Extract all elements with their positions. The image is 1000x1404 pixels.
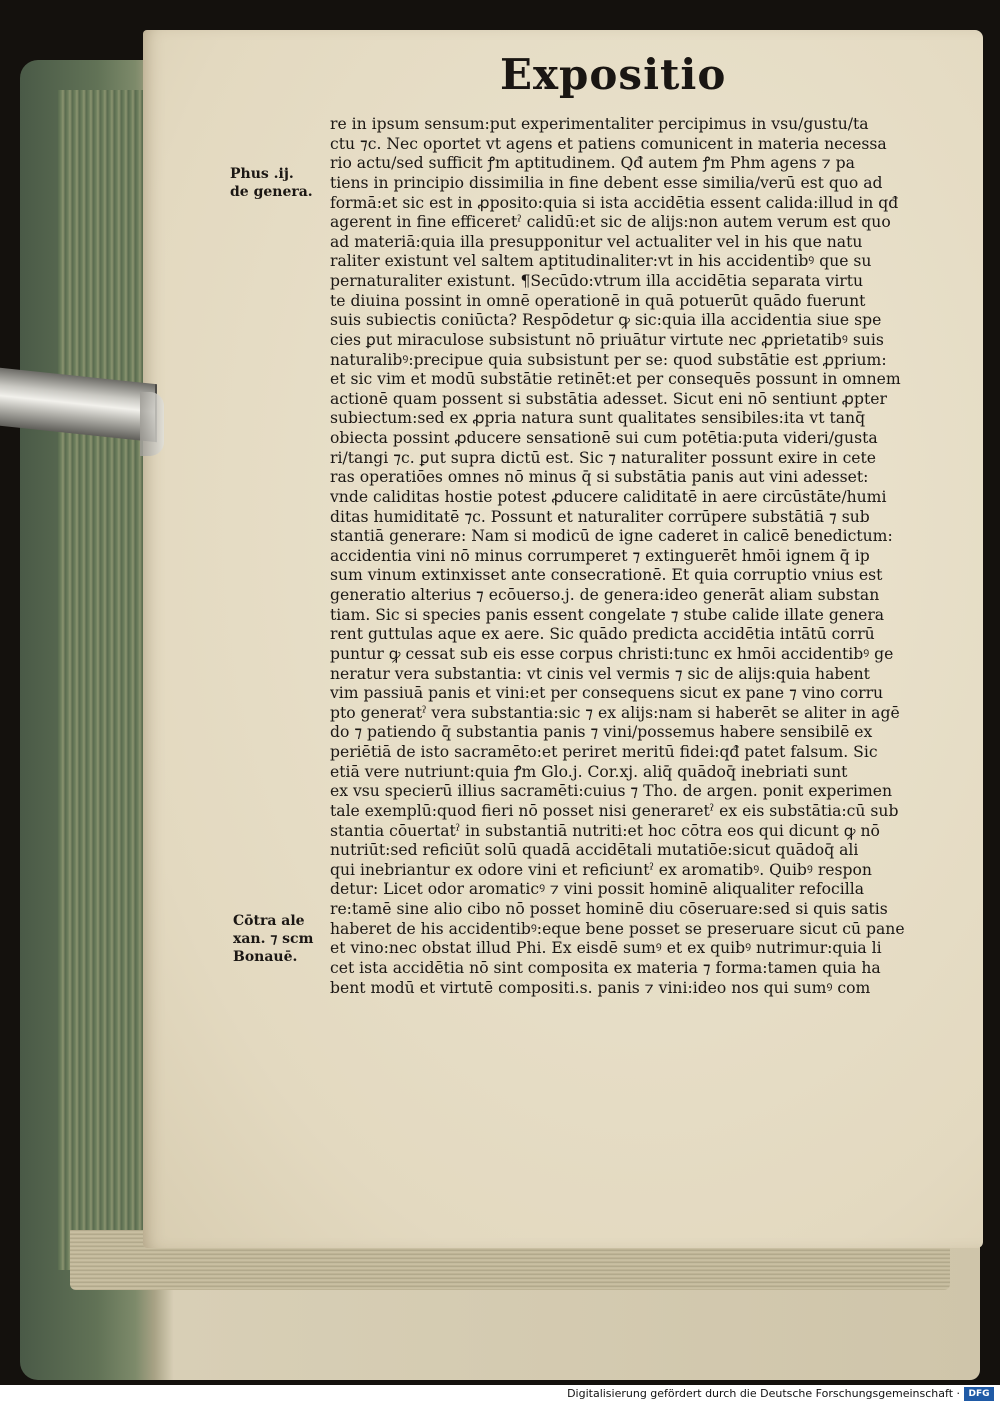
text-line: sum vinum extinxisset ante consecrationē. Et quia corruptio vnius est [330,566,883,585]
text-line: ex vsu specierū illius sacramēti:cuius ⁊ Tho. de argen. ponit experimen [330,782,893,801]
margin-note-line: Cōtra ale [233,913,305,929]
text-line: tiens in principio dissimilia in fine debent esse similia/verū est quo ad [330,173,883,192]
clamp-bar [0,368,157,443]
text-line: et sic vim et modū substātie retinēt:et per consequēs possunt in omnem [330,370,901,389]
text-line: generatio alterius ⁊ ecōuerso.j. de genera:ideo generāt aliam substan [330,586,880,604]
text-line: puntur ꝙ cessat sub eis esse corpus christi:tunc ex hmōi accidentibꝰ ge [330,644,894,663]
text-line: cet ista accidētia nō sint composita ex materia ⁊ forma:tamen quia ha [330,958,881,977]
margin-note-line: xan. ⁊ scm [233,931,314,947]
text-line: tiam. Sic si species panis essent congelate ⁊ stube calide illate genera [330,605,885,624]
text-line: stantiā generare: Nam si modicū de igne caderet in calicē benedictum: [330,527,893,546]
main-text-column [330,115,925,998]
text-line: naturalibꝰ:precipue quia subsistunt per se: quod substātie est ꝓprium: [330,350,887,369]
text-line: raliter existunt vel saltem aptitudinaliter:vt in his accidentibꝰ que su [330,252,872,271]
footer-bar [0,1385,1000,1404]
text-line: vim passiuā panis et vini:et per consequens sicut ex pane ⁊ vino corru [330,684,884,703]
margin-note-upper [230,165,313,201]
margin-note-line: Phus .ij. [230,166,294,182]
text-line: haberet de his accidentibꝰ:eque bene posset se preseruare sicut cū pane [330,919,905,938]
text-line: cies ꝑut miraculose subsistunt nō priuātur virtute nec ꝓprietatibꝰ suis [330,330,884,349]
text-line: etiā vere nutriunt:quia ꝭm Glo.j. Cor.xj. aliq̄ quādoq̄ inebriati sunt [330,762,848,781]
text-line: periētiā de isto sacramēto:et periret meritū fidei:qđ patet falsum. Sic [330,743,878,761]
text-line: ctu ⁊c. Nec oportet vt agens et patiens comunicent in materia necessa [330,134,887,153]
text-line: suis subiectis coniūcta? Respōdetur ꝙ sic:quia illa accidentia siue spe [330,311,882,330]
text-line: nutriūt:sed reficiūt solū quadā accidētali mutatiōe:sicut quādoq̄ ali [330,841,859,860]
text-line: detur: Licet odor aromaticꝰ ⁊ vini possit hominē aliqualiter refocilla [330,880,864,899]
text-line: ri/tangi ⁊c. ꝑut supra dictū est. Sic ⁊ naturaliter possunt exire in cete [330,448,877,467]
text-line: actionē quam possent si substātia adesset. Sicut eni nō sentiunt ꝓpter [330,389,887,408]
text-line: tale exemplū:quod fieri nō posset nisi generaretˀ ex eis substātia:cū sub [330,801,899,820]
text-line: pto generatˀ vera substantia:sic ⁊ ex alijs:nam si haberēt se aliter in agē [330,703,900,722]
text-line: bent modū et virtutē compositi.s. panis ⁊ vini:ideo nos qui sumꝰ com [330,978,871,997]
text-line: pernaturaliter existunt. ¶Secūdo:vtrum illa accidētia separata virtu [330,272,864,290]
page-heading: Expositio [500,50,727,99]
text-line: subiectum:sed ex ꝓpria natura sunt qualitates sensibiles:ita vt tanq̄ [330,409,866,428]
text-line: neratur vera substantia: vt cinis vel vermis ⁊ sic de alijs:quia habent [330,664,870,683]
text-line: ras operatiōes omnes nō minus q̄ si substātia panis aut vini adesset: [330,468,869,487]
text-line: qui inebriantur ex odore vini et reficiuntˀ ex aromatibꝰ. Quibꝰ respon [330,860,872,879]
margin-note-lower [233,912,313,966]
text-line: et vino:nec obstat illud Phi. Ex eisdē sumꝰ et ex quibꝰ nutrimur:quia li [330,939,882,958]
text-line: vnde caliditas hostie potest ꝓducere caliditatē in aere circūstāte/humi [330,487,887,506]
text-line: rio actu/sed sufficit ꝭm aptitudinem. Qđ autem ꝭm Phm agens ⁊ pa [330,154,855,173]
text-line: accidentia vini nō minus corrumperet ⁊ extinguerēt hmōi ignem q̄ ip [330,546,870,565]
text-line: ad materiā:quia illa presupponitur vel actualiter vel in his que natu [330,232,863,251]
margin-note-line: Bonauē. [233,949,298,965]
text-line: ditas humiditatē ⁊c. Possunt et naturaliter corrūpere substātiā ⁊ sub [330,507,870,526]
clamp-tip [140,392,164,456]
text-line: te diuina possint in omnē operationē in quā potuerūt quādo fuerunt [330,291,866,310]
text-line: re:tamē sine alio cibo nō posset hominē diu cōseruare:sed si quis satis [330,900,888,918]
dfg-logo[interactable]: DFG [964,1387,994,1401]
page-stack-edge [58,90,153,1270]
text-line: formā:et sic est in ꝓposito:quia si ista accidētia essent calida:illud in qđ [330,193,899,212]
funding-credit: Digitalisierung gefördert durch die Deutsche Forschungsgemeinschaft · [567,1387,960,1400]
margin-note-line: de genera. [230,184,313,200]
page-clamp [0,368,165,460]
text-line: rent guttulas aque ex aere. Sic quādo predicta accidētia intātū corrū [330,625,875,644]
text-line: agerent in fine efficeretˀ calidū:et sic de alijs:non autem verum est quo [330,213,891,232]
text-line: do ⁊ patiendo q̄ substantia panis ⁊ vini/possemus habere sensibilē ex [330,723,873,742]
text-line: re in ipsum sensum:put experimentaliter percipimus in vsu/gustu/ta [330,115,869,133]
text-line: stantia cōuertatˀ in substantiā nutriti:et hoc cōtra eos qui dicunt ꝙ nō [330,821,880,840]
text-line: obiecta possint ꝓducere sensationē sui cum potētia:puta videri/gusta [330,429,878,447]
